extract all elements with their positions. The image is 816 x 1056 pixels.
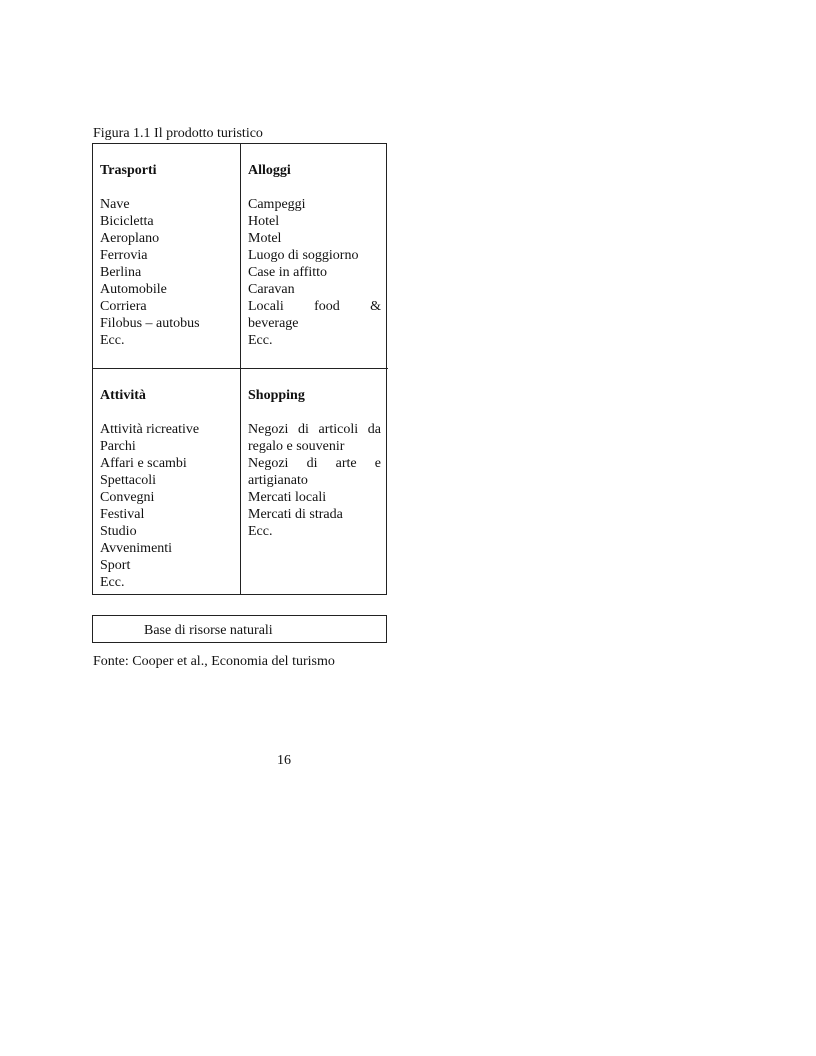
list-trasporti	[100, 196, 233, 349]
list-item: Motel	[248, 231, 282, 246]
cell-title-attivita: Attività	[100, 388, 146, 403]
list-item: Ecc.	[100, 575, 125, 590]
list-item: Negozi di articoli da regalo e souvenir	[248, 422, 381, 454]
list-item: Convegni	[100, 490, 155, 505]
list-item: Attività ricreative	[100, 422, 200, 437]
list-item: Caravan	[248, 282, 295, 297]
cell-trasporti	[93, 144, 241, 369]
cell-title-shopping: Shopping	[248, 388, 305, 403]
list-item: Nave	[100, 197, 130, 212]
list-item: Berlina	[100, 265, 142, 280]
figure-caption: Figura 1.1 Il prodotto turistico	[93, 126, 263, 141]
list-item: Hotel	[248, 214, 280, 229]
list-item: Automobile	[100, 282, 167, 297]
list-item: Ecc.	[248, 524, 273, 539]
list-item: Filobus – autobus	[100, 316, 200, 331]
list-item: Bicicletta	[100, 214, 154, 229]
list-alloggi	[248, 196, 381, 349]
list-item: Corriera	[100, 299, 147, 314]
list-item: Aeroplano	[100, 231, 160, 246]
list-item: Affari e scambi	[100, 456, 187, 471]
list-item: Spettacoli	[100, 473, 156, 488]
cell-title-trasporti: Trasporti	[100, 163, 157, 178]
list-item: Sport	[100, 558, 131, 573]
cell-title-alloggi: Alloggi	[248, 163, 291, 178]
list-attivita	[100, 421, 233, 591]
list-item: Campeggi	[248, 197, 306, 212]
list-item: Negozi di arte e artigianato	[248, 456, 381, 488]
list-item: Mercati di strada	[248, 507, 343, 522]
list-item: Festival	[100, 507, 145, 522]
cell-alloggi	[241, 144, 388, 369]
list-item: Ferrovia	[100, 248, 148, 263]
figure-source: Fonte: Cooper et al., Economia del turismo	[93, 654, 335, 669]
list-item: Mercati locali	[248, 490, 327, 505]
list-item: Luogo di soggiorno	[248, 248, 359, 263]
list-item: Ecc.	[100, 333, 125, 348]
list-item: Parchi	[100, 439, 136, 454]
list-item: Avvenimenti	[100, 541, 173, 556]
list-shopping	[248, 421, 381, 540]
cell-shopping	[241, 369, 388, 594]
list-item: Ecc.	[248, 333, 273, 348]
list-item: Locali food & beverage	[248, 299, 381, 331]
list-item: Case in affitto	[248, 265, 328, 280]
tourism-product-grid	[92, 143, 387, 595]
natural-resources-base: Base di risorse naturali	[92, 615, 387, 643]
page-number: 16	[277, 753, 291, 768]
list-item: Studio	[100, 524, 137, 539]
cell-attivita	[93, 369, 241, 594]
